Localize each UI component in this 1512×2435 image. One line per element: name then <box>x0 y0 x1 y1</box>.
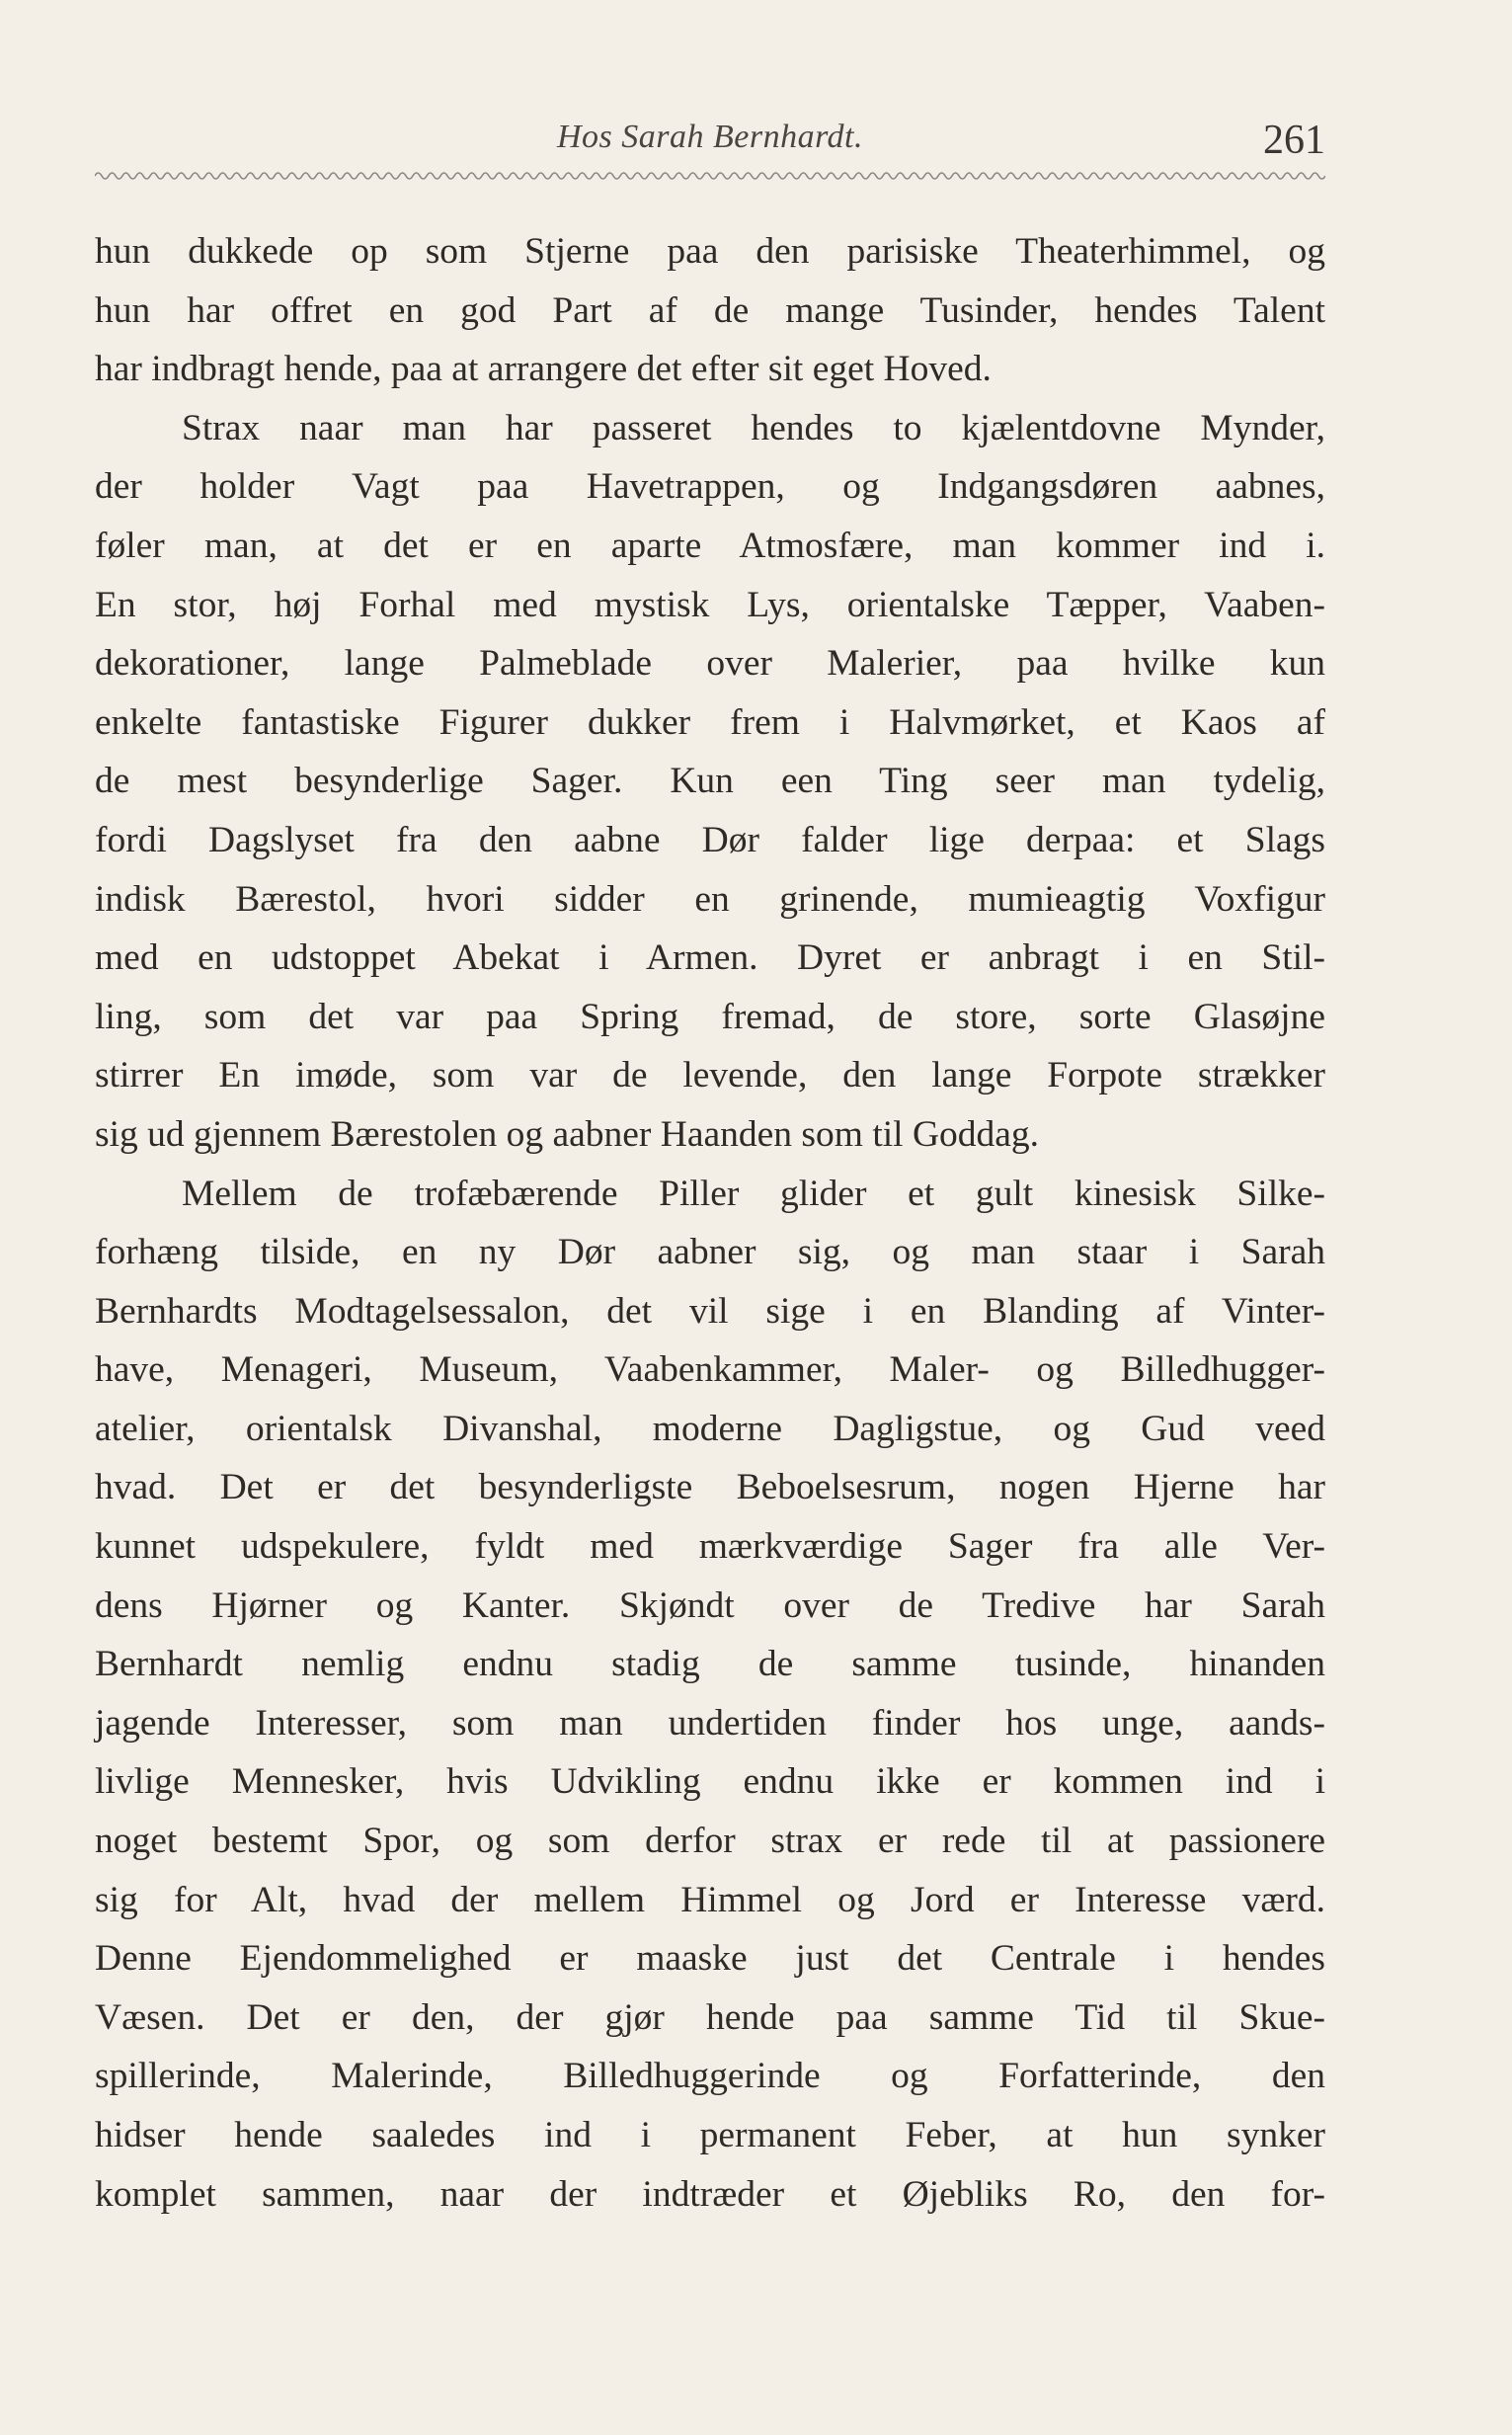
text-line: jagende Interesser, som man undertiden finder hos unge, aands- <box>95 1702 1325 1744</box>
text-line: hidser hende saaledes ind i permanent Feber, at hun synker <box>95 2115 1325 2155</box>
text-line: med en udstoppet Abekat i Armen. Dyret er anbragt i en Stil- <box>95 937 1325 979</box>
running-head <box>95 117 1325 168</box>
text-line: sig for Alt, hvad der mellem Himmel og Jord er Interesse værd. <box>95 1879 1325 1920</box>
text-line: kunnet udspekulere, fyldt med mærkværdige Sager fra alle Ver- <box>95 1526 1325 1568</box>
text-line: indisk Bærestol, hvori sidder en grinende, mumieagtig Voxfigur <box>95 878 1325 920</box>
text-line: komplet sammen, naar der indtræder et Øjebliks Ro, den for- <box>95 2173 1325 2215</box>
text-line: spillerinde, Malerinde, Billedhuggerinde og Forfatterinde, den <box>95 2056 1325 2097</box>
text-line: der holder Vagt paa Havetrappen, og Indgangsdøren aabnes, <box>95 466 1325 508</box>
text-line: Bernhardt nemlig endnu stadig de samme tusinde, hinanden <box>95 1644 1325 1685</box>
running-title: Hos Sarah Bernhardt. <box>556 119 864 155</box>
text-line: Væsen. Det er den, der gjør hende paa samme Tid til Skue- <box>95 1996 1325 2038</box>
wavy-rule-ornament <box>95 166 1325 186</box>
text-line: hvad. Det er det besynderligste Beboelsesrum, nogen Hjerne har <box>95 1467 1325 1508</box>
page-number: 261 <box>1263 118 1325 163</box>
text-line: de mest besynderlige Sager. Kun een Ting seer man tydelig, <box>95 761 1325 802</box>
text-line: ling, som det var paa Spring fremad, de store, sorte Glasøjne <box>95 996 1325 1037</box>
text-line: forhæng tilside, en ny Dør aabner sig, og man staar i Sarah <box>95 1232 1325 1273</box>
text-line: fordi Dagslyset fra den aabne Dør falder lige derpaa: et Slags <box>95 819 1325 860</box>
text-line: Strax naar man har passeret hendes to kjælentdovne Mynder, <box>182 407 1325 448</box>
text-line: dekorationer, lange Palmeblade over Malerier, paa hvilke kun <box>95 643 1325 685</box>
text-line: En stor, høj Forhal med mystisk Lys, orientalske Tæpper, Vaaben- <box>95 584 1325 625</box>
text-line: dens Hjørner og Kanter. Skjøndt over de Tredive har Sarah <box>95 1584 1325 1626</box>
text-line: Denne Ejendommelighed er maaske just det Centrale i hendes <box>95 1938 1325 1980</box>
text-line: noget bestemt Spor, og som derfor strax er rede til at passionere <box>95 1821 1325 1862</box>
text-line: atelier, orientalsk Divanshal, moderne Dagligstue, og Gud veed <box>95 1408 1325 1449</box>
text-line: hun dukkede op som Stjerne paa den parisiske Theaterhimmel, og <box>95 231 1325 272</box>
text-line: sig ud gjennem Bærestolen og aabner Haanden som til Goddag. <box>95 1113 1040 1155</box>
text-line: livlige Mennesker, hvis Udvikling endnu ikke er kommen ind i <box>95 1761 1325 1803</box>
text-line: Mellem de trofæbærende Piller glider et gult kinesisk Silke- <box>182 1173 1325 1214</box>
text-line: har indbragt hende, paa at arrangere det efter sit eget Hoved. <box>95 349 992 390</box>
text-line: enkelte fantastiske Figurer dukker frem i Halvmørket, et Kaos af <box>95 701 1325 743</box>
body-text <box>95 222 1325 2224</box>
text-line: hun har offret en god Part af de mange Tusinder, hendes Talent <box>95 289 1325 331</box>
text-line: føler man, at det er en aparte Atmosfære, man kommer ind i. <box>95 525 1325 566</box>
text-line: stirrer En imøde, som var de levende, den lange Forpote strækker <box>95 1055 1325 1096</box>
text-line: have, Menageri, Museum, Vaabenkammer, Maler- og Billedhugger- <box>95 1349 1325 1391</box>
text-line: Bernhardts Modtagelsessalon, det vil sige i en Blanding af Vinter- <box>95 1290 1325 1332</box>
